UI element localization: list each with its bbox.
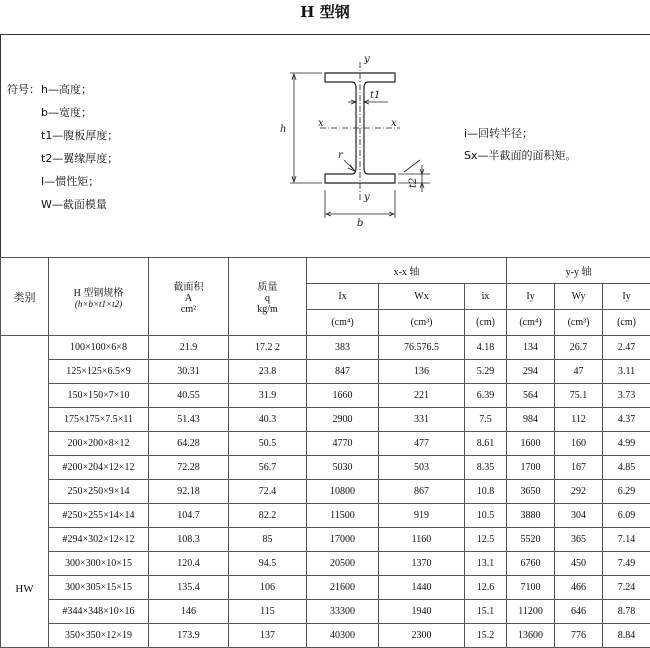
label-t1: t1 — [370, 90, 380, 101]
header-ix: Ix — [307, 284, 379, 310]
cell-wy: 112 — [555, 408, 603, 432]
cell-iy: 294 — [507, 360, 555, 384]
cell-iy: 134 — [507, 336, 555, 360]
cell-wy: 26.7 — [555, 336, 603, 360]
table-row — [1, 456, 650, 480]
cell-spec: 150×150×7×10 — [49, 384, 149, 408]
cell-wx: 1940 — [379, 600, 465, 624]
cell-spec: 350×350×12×19 — [49, 624, 149, 648]
table-row — [1, 528, 650, 552]
unit-iy: (cm⁴) — [507, 310, 555, 336]
cell-iy: 1600 — [507, 432, 555, 456]
cell-wx: 867 — [379, 480, 465, 504]
cell-ix: 8.61 — [465, 432, 507, 456]
table-row — [1, 600, 650, 624]
cell-spec: 125×125×6.5×9 — [49, 360, 149, 384]
h-beam-spec-table — [0, 257, 650, 648]
cell-spec: 300×305×15×15 — [49, 576, 149, 600]
table-row — [1, 408, 650, 432]
cell-iy: 7.49 — [603, 552, 650, 576]
label-y-top: y — [363, 54, 370, 65]
header-area-label: 截面积 — [149, 278, 228, 293]
cell-a: 135.4 — [149, 576, 229, 600]
table-row — [1, 480, 650, 504]
cell-ix: 10.8 — [465, 480, 507, 504]
cell-a: 21.9 — [149, 336, 229, 360]
cell-q: 94.5 — [229, 552, 307, 576]
legend-item-t2: t2—翼缘厚度； — [41, 150, 118, 166]
unit-ix-radius: (cm) — [465, 310, 507, 336]
cell-a: 51.43 — [149, 408, 229, 432]
cell-spec: 250×250×9×14 — [49, 480, 149, 504]
cell-spec: 200×200×8×12 — [49, 432, 149, 456]
legend-item-sx: Sx—半截面的面积矩。 — [464, 147, 577, 163]
cell-wx: 503 — [379, 456, 465, 480]
h-beam-section-diagram — [270, 40, 470, 230]
cell-a: 64.28 — [149, 432, 229, 456]
legend-item-t1: t1—腹板厚度； — [41, 127, 118, 143]
legend-item-radius: i—回转半径； — [464, 125, 533, 141]
unit-ix: (cm⁴) — [307, 310, 379, 336]
table-row — [1, 432, 650, 456]
cell-iy: 4.99 — [603, 432, 650, 456]
category-cell: HW — [1, 336, 49, 648]
cell-ix: 40300 — [307, 624, 379, 648]
cell-wx: 136 — [379, 360, 465, 384]
cell-iy: 5520 — [507, 528, 555, 552]
cell-iy: 3650 — [507, 480, 555, 504]
cell-iy: 6760 — [507, 552, 555, 576]
table-row — [1, 336, 650, 360]
cell-iy: 2.47 — [603, 336, 650, 360]
cell-q: 72.4 — [229, 480, 307, 504]
header-wy: Wy — [555, 284, 603, 310]
cell-ix: 15.2 — [465, 624, 507, 648]
legend-symbol-prefix: 符号： — [7, 81, 40, 97]
cell-wx: 221 — [379, 384, 465, 408]
cell-a: 72.28 — [149, 456, 229, 480]
cell-q: 31.9 — [229, 384, 307, 408]
cell-a: 108.3 — [149, 528, 229, 552]
cell-a: 30.31 — [149, 360, 229, 384]
cell-iy: 6.29 — [603, 480, 650, 504]
cell-ix: 11500 — [307, 504, 379, 528]
cell-iy: 3.11 — [603, 360, 650, 384]
cell-ix: 4.18 — [465, 336, 507, 360]
header-ix-radius: ix — [465, 284, 507, 310]
header-yy-axis: y-y 轴 — [507, 258, 650, 284]
cell-ix: 15.1 — [465, 600, 507, 624]
cell-wy: 75.1 — [555, 384, 603, 408]
cell-ix: 5.29 — [465, 360, 507, 384]
header-area — [149, 258, 229, 336]
cell-wx: 477 — [379, 432, 465, 456]
cell-a: 40.55 — [149, 384, 229, 408]
label-x-right: x — [391, 118, 397, 129]
header-category: 类别 — [1, 258, 49, 336]
cell-wy: 365 — [555, 528, 603, 552]
legend-item-w: W—截面模量 — [41, 196, 107, 212]
cell-iy: 1700 — [507, 456, 555, 480]
cell-ix: 6.39 — [465, 384, 507, 408]
cell-q: 137 — [229, 624, 307, 648]
cell-iy: 6.09 — [603, 504, 650, 528]
cell-q: 50.5 — [229, 432, 307, 456]
cell-ix: 5030 — [307, 456, 379, 480]
cell-iy: 984 — [507, 408, 555, 432]
cell-spec: 175×175×7.5×11 — [49, 408, 149, 432]
cell-iy: 11200 — [507, 600, 555, 624]
cell-q: 106 — [229, 576, 307, 600]
table-row — [1, 624, 650, 648]
cell-iy: 8.84 — [603, 624, 650, 648]
label-h: h — [280, 124, 286, 135]
cell-a: 120.4 — [149, 552, 229, 576]
table-row — [1, 504, 650, 528]
header-iy-radius: Iy — [603, 284, 650, 310]
cell-ix: 847 — [307, 360, 379, 384]
cell-ix: 33300 — [307, 600, 379, 624]
cell-ix: 4770 — [307, 432, 379, 456]
cell-a: 92.18 — [149, 480, 229, 504]
cell-q: 17.2 2 — [229, 336, 307, 360]
cell-iy: 564 — [507, 384, 555, 408]
cell-wy: 160 — [555, 432, 603, 456]
cell-iy: 8.78 — [603, 600, 650, 624]
cell-spec: #344×348×10×16 — [49, 600, 149, 624]
cell-ix: 10800 — [307, 480, 379, 504]
cell-ix: 7.5 — [465, 408, 507, 432]
unit-iy-radius: (cm) — [603, 310, 650, 336]
header-area-sym: A — [149, 293, 228, 304]
cell-iy: 7100 — [507, 576, 555, 600]
cell-spec: #250×255×14×14 — [49, 504, 149, 528]
cell-iy: 7.14 — [603, 528, 650, 552]
cell-spec: #294×302×12×12 — [49, 528, 149, 552]
cell-iy: 3.73 — [603, 384, 650, 408]
header-mass-label: 质量 — [229, 278, 306, 293]
page-title: H 型钢 — [0, 0, 650, 34]
cell-ix: 1660 — [307, 384, 379, 408]
cell-wx: 1440 — [379, 576, 465, 600]
cell-wy: 47 — [555, 360, 603, 384]
header-mass-sym: q — [229, 293, 306, 304]
label-x-left: x — [318, 118, 324, 129]
spec-table-body — [1, 336, 650, 648]
cell-q: 40.3 — [229, 408, 307, 432]
header-xx-axis: x-x 轴 — [307, 258, 507, 284]
cell-iy: 4.37 — [603, 408, 650, 432]
cell-q: 23.8 — [229, 360, 307, 384]
unit-wx: (cm³) — [379, 310, 465, 336]
cell-ix: 10.5 — [465, 504, 507, 528]
header-iy: Iy — [507, 284, 555, 310]
cell-ix: 8.35 — [465, 456, 507, 480]
cell-a: 173.9 — [149, 624, 229, 648]
cell-wy: 304 — [555, 504, 603, 528]
header-mass — [229, 258, 307, 336]
cell-iy: 3880 — [507, 504, 555, 528]
cell-ix: 21600 — [307, 576, 379, 600]
legend-item-i: I—惯性矩； — [41, 173, 99, 189]
header-spec — [49, 258, 149, 336]
cell-ix: 383 — [307, 336, 379, 360]
cell-ix: 13.1 — [465, 552, 507, 576]
cell-iy: 13600 — [507, 624, 555, 648]
cell-wy: 292 — [555, 480, 603, 504]
cell-spec: 100×100×6×8 — [49, 336, 149, 360]
header-mass-unit: kg/m — [229, 304, 306, 315]
cell-wy: 450 — [555, 552, 603, 576]
table-row — [1, 384, 650, 408]
cell-spec: 300×300×10×15 — [49, 552, 149, 576]
label-b: b — [357, 218, 363, 229]
cell-wy: 776 — [555, 624, 603, 648]
table-row — [1, 576, 650, 600]
cell-ix: 2900 — [307, 408, 379, 432]
cell-q: 82.2 — [229, 504, 307, 528]
cell-a: 146 — [149, 600, 229, 624]
cell-iy: 7.24 — [603, 576, 650, 600]
table-row — [1, 552, 650, 576]
cell-wx: 919 — [379, 504, 465, 528]
cell-wy: 646 — [555, 600, 603, 624]
cell-wy: 466 — [555, 576, 603, 600]
label-y-bottom: y — [363, 192, 370, 203]
header-area-unit: cm² — [149, 304, 228, 315]
table-row — [1, 360, 650, 384]
cell-q: 115 — [229, 600, 307, 624]
legend-item-b: b—宽度； — [41, 104, 92, 120]
label-r: r — [338, 150, 344, 161]
cell-wx: 331 — [379, 408, 465, 432]
cell-ix: 20500 — [307, 552, 379, 576]
cell-wx: 1160 — [379, 528, 465, 552]
cell-ix: 12.5 — [465, 528, 507, 552]
cell-q: 85 — [229, 528, 307, 552]
cell-wx: 76.576.5 — [379, 336, 465, 360]
cell-ix: 12.6 — [465, 576, 507, 600]
cell-wy: 167 — [555, 456, 603, 480]
cell-wx: 2300 — [379, 624, 465, 648]
header-wx: Wx — [379, 284, 465, 310]
unit-wy: (cm³) — [555, 310, 603, 336]
cell-ix: 17000 — [307, 528, 379, 552]
cell-wx: 1370 — [379, 552, 465, 576]
header-spec-label: H 型钢规格 — [49, 284, 148, 299]
cell-q: 56.7 — [229, 456, 307, 480]
legend-item-h: h—高度； — [41, 81, 92, 97]
cell-iy: 4.85 — [603, 456, 650, 480]
label-t2: t2 — [408, 178, 419, 188]
cell-a: 104.7 — [149, 504, 229, 528]
cell-spec: #200×204×12×12 — [49, 456, 149, 480]
header-spec-sub: (h×b×t1×t2) — [49, 299, 148, 309]
